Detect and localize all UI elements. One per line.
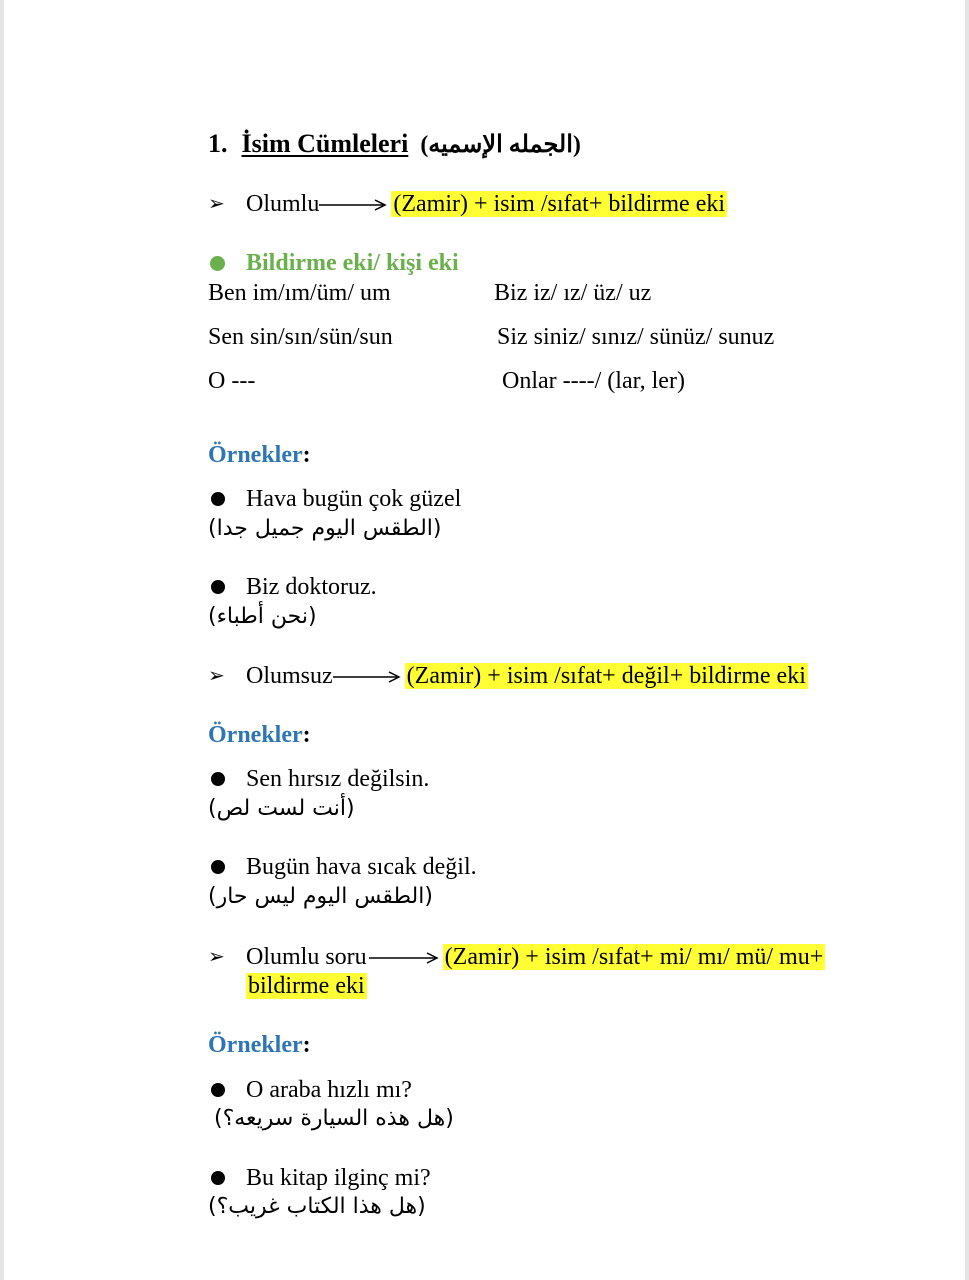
olumsuz-formula: (Zamir) + isim /sıfat+ değil+ bildirme eki [406, 663, 806, 689]
green-bullet-icon [210, 256, 225, 271]
arrow-bullet-icon: ➢ [208, 946, 225, 968]
olumlu-soru-rule [246, 943, 825, 971]
section-title-turkish: İsim Cümleleri [241, 129, 409, 158]
suffix-row-onlar: Onlar ----/ (lar, ler) [502, 368, 685, 394]
olumsuz-label: Olumsuz [246, 663, 333, 689]
olumlu-rule [246, 190, 727, 218]
example-turkish: Bu kitap ilginç mi? [246, 1165, 431, 1191]
olumlu-formula: (Zamir) + isim /sıfat+ bildirme eki [393, 191, 726, 217]
long-arrow-icon [367, 951, 439, 965]
examples-heading: Örnekler: [208, 1032, 311, 1058]
section-number: 1. [208, 129, 228, 158]
bullet-icon [211, 860, 225, 874]
bildirme-heading: Bildirme eki/ kişi eki [246, 250, 459, 276]
arrow-bullet-icon: ➢ [208, 193, 225, 215]
suffix-row-biz: Biz iz/ ız/ üz/ uz [494, 280, 652, 306]
example-arabic: (الطقس اليوم جميل جدا) [208, 516, 442, 541]
suffix-row-ben: Ben im/ım/üm/ um [208, 280, 391, 306]
long-arrow-icon [333, 670, 401, 684]
example-turkish: Hava bugün çok güzel [246, 486, 462, 512]
bullet-icon [211, 492, 225, 506]
example-arabic: (هل هذا الكتاب غريب؟) [208, 1194, 426, 1219]
section-title [208, 130, 581, 159]
examples-heading: Örnekler: [208, 442, 311, 468]
examples-heading: Örnekler: [208, 722, 311, 748]
olumlu-label: Olumlu [246, 191, 320, 217]
olumsuz-rule [246, 662, 808, 690]
page-edge-left [0, 0, 4, 1280]
example-turkish: Sen hırsız değilsin. [246, 766, 430, 792]
section-title-arabic: (الجمله الإسميه) [420, 132, 581, 158]
example-arabic: (هل هذه السيارة سريعه؟) [214, 1106, 454, 1131]
bullet-icon [211, 1171, 225, 1185]
long-arrow-icon [319, 198, 387, 212]
example-turkish: O araba hızlı mı? [246, 1077, 412, 1103]
example-arabic: (الطقس اليوم ليس حار) [208, 884, 433, 909]
example-arabic: (أنت لست لص) [208, 796, 355, 821]
example-turkish: Bugün hava sıcak değil. [246, 854, 477, 880]
bullet-icon [211, 580, 225, 594]
page-edge-right [965, 0, 969, 1280]
suffix-row-siz: Siz siniz/ sınız/ sünüz/ sunuz [497, 324, 775, 350]
bullet-icon [211, 1083, 225, 1097]
olumlu-soru-formula-line2: bildirme eki [248, 973, 365, 999]
example-turkish: Biz doktoruz. [246, 574, 377, 600]
arrow-bullet-icon: ➢ [208, 665, 225, 687]
olumlu-soru-formula-line1: (Zamir) + isim /sıfat+ mi/ mı/ mü/ mu+ [444, 944, 824, 970]
suffix-row-sen: Sen sin/sın/sün/sun [208, 324, 393, 350]
olumlu-soru-label: Olumlu soru [246, 944, 367, 970]
suffix-row-o: O --- [208, 368, 256, 394]
example-arabic: (نحن أطباء) [208, 604, 317, 629]
bullet-icon [211, 772, 225, 786]
olumlu-soru-formula-line2-wrap [246, 972, 367, 1000]
